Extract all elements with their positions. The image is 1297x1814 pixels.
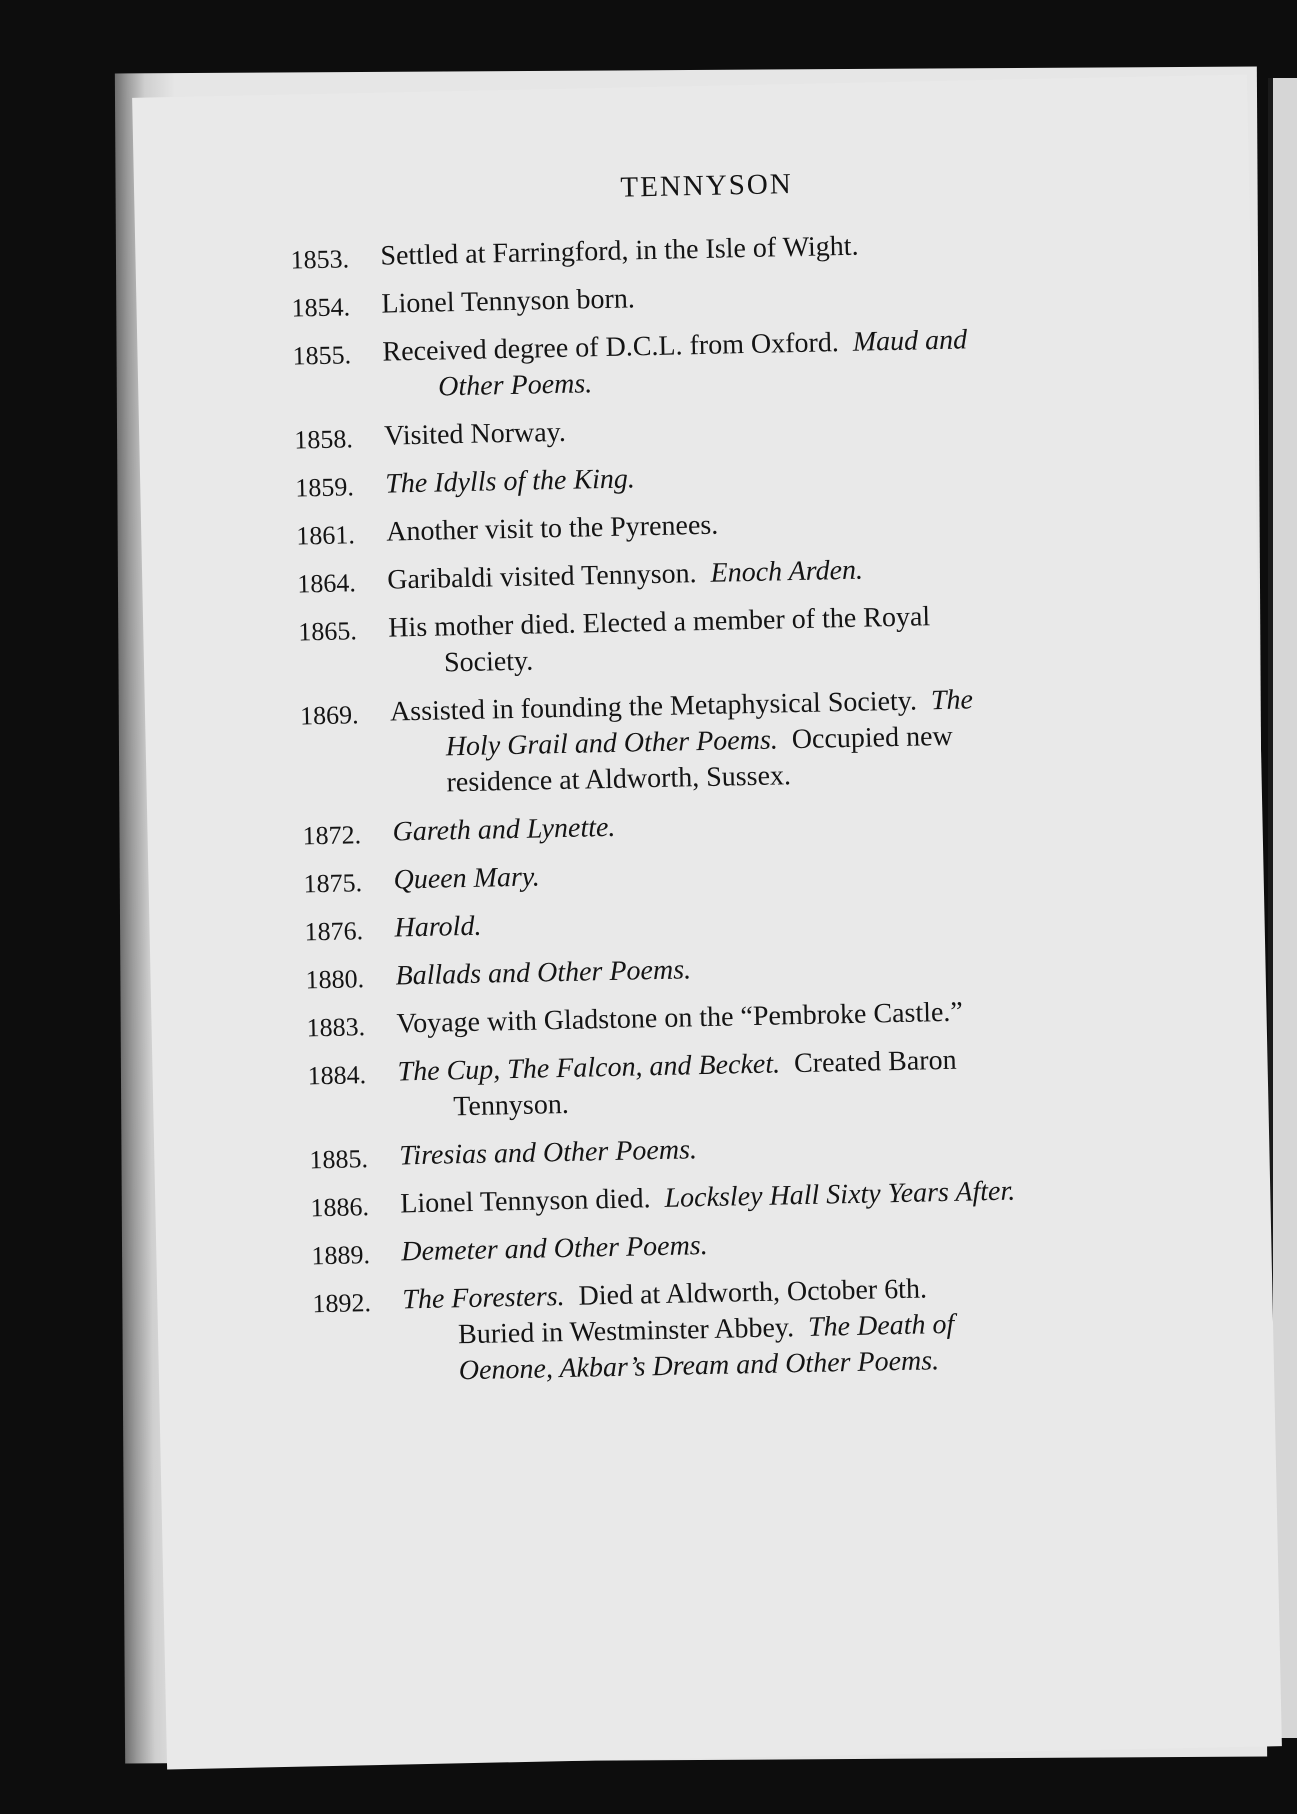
- list-item: [296, 498, 1177, 552]
- entry-text: The Idylls of the King.: [384, 463, 636, 500]
- entry-text-roman: Occupied new: [791, 720, 954, 756]
- entry-text: Visited Norway.: [383, 416, 567, 452]
- list-item: [298, 594, 1179, 684]
- entry-text: Lionel Tennyson born.: [381, 283, 636, 320]
- entry-continuation: residence at Aldworth, Sussex.: [446, 760, 792, 799]
- list-item: [304, 894, 1185, 948]
- entry-text: Tiresias and Other Poems.: [399, 1134, 698, 1172]
- list-item: [300, 678, 1182, 804]
- list-item: [307, 1038, 1188, 1128]
- list-item: [306, 990, 1187, 1044]
- entry-text: Voyage with Gladstone on the “Pembroke Castle.”: [396, 996, 964, 1040]
- list-item: [312, 1266, 1194, 1392]
- entry-year: 1884.: [307, 1060, 367, 1091]
- book-page: [132, 74, 1282, 1769]
- entry-title-italic: Locksley Hall Sixty Years After.: [664, 1175, 1016, 1214]
- entry-year: 1855.: [292, 340, 352, 371]
- entry-continuation: Oenone, Akbar’s Dream and Other Poems.: [458, 1345, 940, 1387]
- entry-text: Demeter and Other Poems.: [401, 1230, 708, 1268]
- entry-year: 1869.: [299, 700, 359, 731]
- entry-text: Ballads and Other Poems.: [395, 954, 692, 992]
- chronology-list: [290, 222, 1194, 1404]
- entry-text: [400, 1170, 1191, 1223]
- entry-year: 1864.: [297, 568, 357, 599]
- entry-title-italic: Holy Grail and Other Poems.: [445, 724, 779, 763]
- entry-text: Gareth and Lynette.: [392, 811, 616, 848]
- list-item: [311, 1218, 1192, 1272]
- list-item: [305, 942, 1186, 996]
- entry-year: 1876.: [304, 916, 364, 947]
- entry-continuation: Tennyson.: [452, 1088, 570, 1123]
- entry-title-italic: Enoch Arden.: [710, 554, 864, 589]
- entry-year: 1858.: [294, 424, 354, 455]
- list-item: [290, 222, 1171, 276]
- list-item: [310, 1170, 1191, 1224]
- entry-year: 1883.: [306, 1012, 366, 1043]
- entry-text: Settled at Farringford, in the Isle of Wight.: [380, 230, 859, 272]
- list-item: [302, 798, 1183, 852]
- entry-continuation: Other Poems.: [437, 368, 593, 403]
- entry-year: 1885.: [309, 1144, 369, 1175]
- list-item: [291, 270, 1172, 324]
- list-item: [297, 546, 1178, 600]
- entry-title-italic: The: [930, 684, 974, 717]
- list-item: [303, 846, 1184, 900]
- entry-text-roman: Created Baron: [793, 1044, 957, 1080]
- running-head: TENNYSON: [620, 168, 794, 204]
- entry-text-roman: Lionel Tennyson died.: [400, 1183, 651, 1220]
- entry-year: 1854.: [291, 292, 351, 323]
- entry-title-italic: Maud and: [852, 324, 968, 358]
- entry-title-italic: The Foresters.: [402, 1281, 565, 1316]
- entry-year: 1861.: [296, 520, 356, 551]
- entry-year: 1880.: [305, 964, 365, 995]
- entry-text: Harold.: [394, 910, 482, 944]
- entry-text-roman: Buried in Westminster Abbey.: [457, 1312, 795, 1351]
- entry-text-roman: Garibaldi visited Tennyson.: [386, 558, 697, 596]
- entry-year: 1889.: [311, 1240, 371, 1271]
- entry-title-italic: The Death of: [807, 1308, 955, 1343]
- entry-text: Another visit to the Pyrenees.: [385, 509, 719, 548]
- entry-continuation: Society.: [443, 645, 534, 679]
- list-item: [309, 1122, 1190, 1176]
- list-item: [292, 318, 1173, 408]
- entry-year: 1853.: [290, 244, 350, 275]
- entry-text: [387, 546, 1178, 599]
- list-item: [294, 402, 1175, 456]
- entry-title-italic: The Cup, The Falcon, and Becket.: [397, 1048, 781, 1088]
- entry-text-roman: Received degree of D.C.L. from Oxford.: [382, 327, 840, 368]
- entry-year: 1865.: [298, 616, 358, 647]
- entry-text-roman: Died at Aldworth, October 6th.: [578, 1273, 928, 1312]
- list-item: [295, 450, 1176, 504]
- entry-year: 1859.: [295, 472, 355, 503]
- entry-year: 1886.: [310, 1192, 370, 1223]
- entry-year: 1875.: [303, 868, 363, 899]
- entry-year: 1892.: [312, 1288, 372, 1319]
- entry-text: Queen Mary.: [393, 861, 541, 896]
- entry-text: His mother died. Elected a member of the Royal: [387, 601, 931, 644]
- entry-year: 1872.: [302, 820, 362, 851]
- entry-text-roman: Assisted in founding the Metaphysical Society.: [389, 685, 918, 728]
